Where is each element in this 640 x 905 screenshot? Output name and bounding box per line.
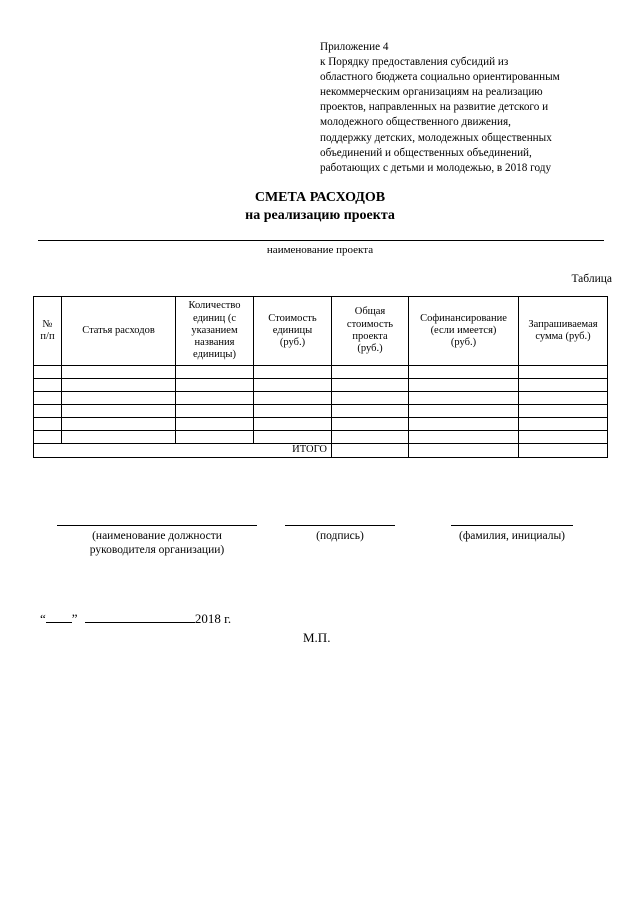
table-cell[interactable] — [176, 379, 254, 392]
name-signature-line — [451, 525, 573, 526]
day-blank[interactable] — [46, 611, 72, 623]
table-cell[interactable] — [34, 418, 62, 431]
header-requested-amount: Запрашиваемая сумма (руб.) — [519, 297, 608, 366]
table-row — [34, 431, 608, 444]
appendix-line: некоммерческим организациям на реализацию — [320, 86, 543, 99]
table-cell[interactable] — [34, 379, 62, 392]
table-row — [34, 392, 608, 405]
table-cell[interactable] — [409, 431, 519, 444]
table-cell[interactable] — [332, 366, 409, 379]
table-cell[interactable] — [409, 392, 519, 405]
table-cell[interactable] — [34, 366, 62, 379]
header-cofinancing: Софинансирование (если имеется) (руб.) — [409, 297, 519, 366]
table-cell[interactable] — [332, 379, 409, 392]
table-cell[interactable] — [34, 431, 62, 444]
date-open-quote: “ — [40, 611, 46, 626]
appendix-line: работающих с детьми и молодежью, в 2018 году — [320, 161, 552, 174]
table-cell[interactable] — [332, 405, 409, 418]
table-cell[interactable] — [254, 366, 332, 379]
position-caption-line: руководителя организации) — [89, 544, 225, 556]
appendix-line: Приложение 4 — [320, 41, 389, 53]
date-close-quote: ” — [71, 611, 78, 626]
position-caption — [57, 529, 257, 557]
table-cell[interactable] — [519, 379, 608, 392]
appendix-line: объединений и общественных объединений, — [320, 146, 532, 159]
document-title: СМЕТА РАСХОДОВ — [254, 190, 386, 205]
table-cell[interactable] — [519, 366, 608, 379]
header-total-cost: Общая стоимость проекта (руб.) — [332, 297, 409, 366]
date-year: 2018 г. — [194, 611, 232, 626]
header-unit-cost: Стоимость единицы (руб.) — [254, 297, 332, 366]
signature-line — [285, 525, 395, 526]
table-total-row — [34, 444, 608, 458]
document-subtitle: на реализацию проекта — [245, 208, 395, 223]
signature-caption: (подпись) — [316, 530, 364, 542]
table-cell[interactable] — [62, 366, 176, 379]
table-cell[interactable] — [519, 392, 608, 405]
table-row — [34, 379, 608, 392]
position-caption-line: (наименование должности — [92, 530, 222, 542]
table-cell[interactable] — [519, 431, 608, 444]
table-cell[interactable] — [409, 405, 519, 418]
header-quantity: Количество единиц (с указанием названия единицы) — [176, 297, 254, 366]
position-signature-line — [57, 525, 257, 526]
table-cell[interactable] — [62, 431, 176, 444]
project-name-line — [38, 240, 604, 241]
date-line — [40, 611, 231, 627]
table-cell[interactable] — [62, 405, 176, 418]
cost-estimate-table — [33, 296, 608, 458]
appendix-line: молодежного общественного движения, — [320, 116, 511, 129]
header-expense-item: Статья расходов — [62, 297, 176, 366]
table-row — [34, 405, 608, 418]
total-cofinancing-cell[interactable] — [409, 444, 519, 458]
table-cell[interactable] — [254, 418, 332, 431]
table-cell[interactable] — [409, 379, 519, 392]
table-cell[interactable] — [519, 418, 608, 431]
month-blank[interactable] — [85, 611, 195, 623]
table-cell[interactable] — [62, 418, 176, 431]
table-cell[interactable] — [176, 405, 254, 418]
table-row — [34, 366, 608, 379]
table-row — [34, 418, 608, 431]
total-label: ИТОГО — [34, 444, 332, 458]
total-requested-cell[interactable] — [519, 444, 608, 458]
appendix-note — [320, 40, 620, 176]
appendix-line: проектов, направленных на развитие детского и — [320, 101, 549, 114]
table-cell[interactable] — [34, 392, 62, 405]
name-caption: (фамилия, инициалы) — [458, 530, 566, 542]
table-label: Таблица — [571, 273, 612, 285]
project-name-caption: наименование проекта — [266, 244, 374, 256]
table-cell[interactable] — [34, 405, 62, 418]
table-cell[interactable] — [254, 379, 332, 392]
appendix-line: к Порядку предоставления субсидий из — [320, 56, 509, 69]
table-cell[interactable] — [254, 392, 332, 405]
table-cell[interactable] — [332, 418, 409, 431]
table-cell[interactable] — [409, 418, 519, 431]
table-cell[interactable] — [519, 405, 608, 418]
table-cell[interactable] — [332, 431, 409, 444]
table-cell[interactable] — [176, 418, 254, 431]
table-cell[interactable] — [332, 392, 409, 405]
table-header-row — [34, 297, 608, 366]
table-cell[interactable] — [62, 392, 176, 405]
table-cell[interactable] — [409, 366, 519, 379]
table-cell[interactable] — [62, 379, 176, 392]
total-cost-cell[interactable] — [332, 444, 409, 458]
stamp-placeholder: М.П. — [303, 630, 331, 645]
table-cell[interactable] — [254, 431, 332, 444]
table-cell[interactable] — [176, 366, 254, 379]
appendix-line: областного бюджета социально ориентированным — [320, 71, 560, 84]
table-cell[interactable] — [176, 392, 254, 405]
table-cell[interactable] — [176, 431, 254, 444]
appendix-line: поддержку детских, молодежных общественных — [320, 131, 552, 144]
table-cell[interactable] — [254, 405, 332, 418]
header-number: № п/п — [34, 297, 62, 366]
